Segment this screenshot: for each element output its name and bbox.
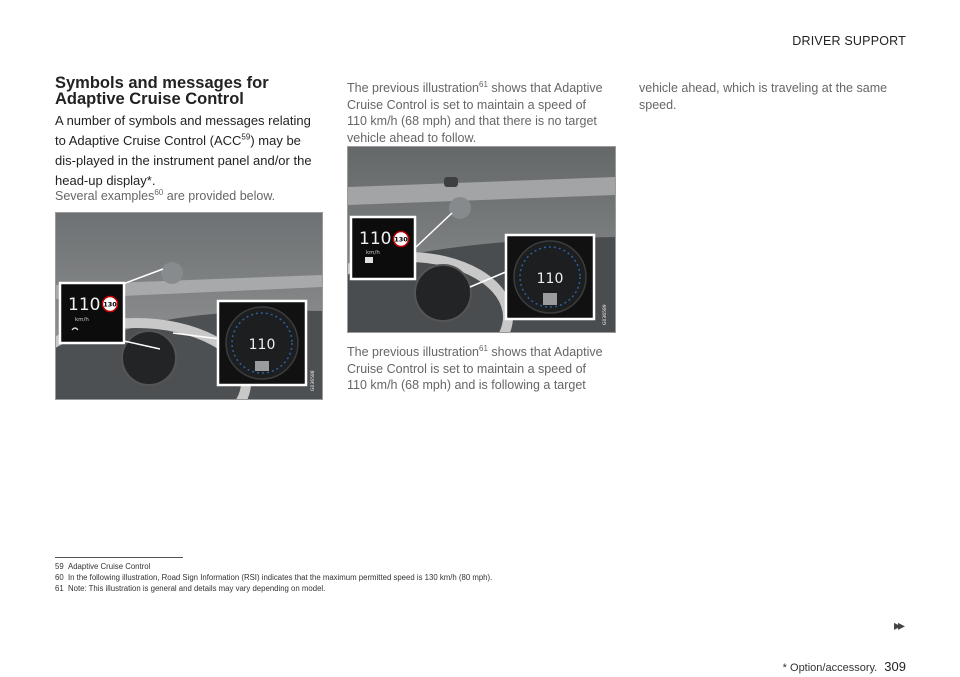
next-page-icon[interactable]: ▸▸ [893,617,902,633]
car-icon [365,257,373,263]
intro-text-b: ) may be dis-played in the instrument panel and/or the head-up display*. [55,133,312,188]
examples-text-b: are provided below. [163,189,276,203]
footnote-60 [55,573,492,582]
figure-acc-set-speed-with-rsi [55,212,323,400]
target-vehicle-icon [444,177,458,187]
figure-code-2: G036589 [603,304,608,325]
rsi-speed-sign: 130 [103,300,117,309]
footnote-59 [55,562,150,571]
intro-text-a: A number of symbols and messages relating to Adaptive Cruise Control (ACC [55,113,311,148]
target-car-icon [543,293,557,305]
footnote-text: In the following illustration, Road Sign Information (RSI) indicates that the maximum permitted speed is 130 km/h (80 mph). [68,573,493,582]
footnote-ref-59[interactable]: 59 [241,132,251,142]
footnote-61 [55,584,325,593]
footnote-number: 60 [55,573,64,582]
cluster-speed-readout-2: 110 [536,271,564,287]
speed-unit-label: km/h [75,317,89,323]
page-footer [783,659,906,674]
paragraph-no-target [347,80,609,146]
footnote-number: 59 [55,562,64,571]
p2-text-b: shows that Adaptive Cruise Control is set to maintain a speed of 110 km/h (68 mph) and is following a target [347,345,603,392]
hud-rsi-sign: 130 [394,235,408,244]
footnote-ref-60[interactable]: 60 [154,187,164,197]
cluster-speed-readout: 110 [248,337,276,353]
examples-paragraph [55,188,323,205]
p2-text-a: The previous illustration [347,345,480,359]
footnote-text: Adaptive Cruise Control [68,562,151,571]
figure-code: G036588 [311,370,316,391]
footnote-ref-61b[interactable]: 61 [479,343,488,353]
footnote-number: 61 [55,584,64,593]
page-number: 309 [884,659,906,674]
option-accessory-note: * Option/accessory. [782,662,878,674]
paragraph-continued: vehicle ahead, which is traveling at the same speed. [639,81,888,112]
footnote-text: Note: This illustration is general and details may vary depending on model. [68,584,326,593]
set-speed-readout: 110 [68,295,101,315]
intro-paragraph [55,111,323,191]
hud-unit-label: km/h [366,250,380,256]
car-icon [255,361,269,371]
figure-acc-following-target [347,146,616,333]
footnote-divider [55,557,183,558]
paragraph-following-target [347,344,609,394]
page-title: Symbols and messages for Adaptive Cruise Control [55,74,269,108]
p1-text-b: shows that Adaptive Cruise Control is set to maintain a speed of 110 km/h (68 mph) and that there is no target vehicle ahead to follow. [347,81,603,145]
p1-text-a: The previous illustration [347,81,480,95]
section-header: DRIVER SUPPORT [792,34,906,48]
hud-speed-readout: 110 [359,229,392,249]
examples-text-a: Several examples [55,189,155,203]
footnote-ref-61[interactable]: 61 [479,79,488,89]
